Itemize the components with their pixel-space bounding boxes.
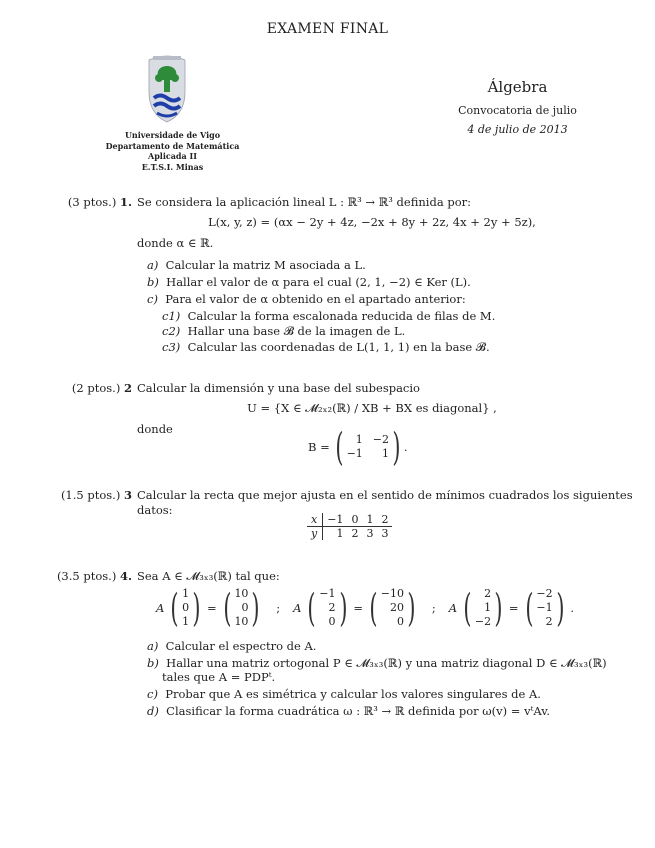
school-name: E.T.S.I. Minas	[141, 161, 204, 172]
paren-left: (	[335, 425, 344, 469]
table-cell: 2	[377, 513, 392, 527]
q2-points: (2 ptos.) 2	[71, 381, 132, 395]
q4-eigen-equations: A ( 1 0 1 ) = ( 10 0 10 ) ; A ( −1 2 0 ) = ( −10 20 0 ) ; A ( 2 1 −2 ) = ( −2 −1 2 ) .	[156, 586, 575, 630]
table-cell: 1	[362, 513, 377, 527]
course-block	[455, 78, 580, 136]
q3-intro-2: datos:	[137, 503, 173, 517]
university-logo	[145, 52, 189, 124]
table-header-y: y	[307, 527, 323, 541]
q3-points: (1.5 ptos.) 3	[60, 488, 132, 502]
q2-formula: U = {X ∈ 𝓜₂ₓ₂(ℝ) / XB + BX es diagonal} ,	[247, 401, 497, 415]
q1-item-a: a) Calcular la matriz M asociada a L.	[147, 258, 366, 272]
q3-data-table	[307, 513, 392, 540]
table-row	[307, 527, 392, 541]
q4-vector-1: ( 1 0 1 )	[170, 586, 201, 630]
q4-item-c: c) Probar que A es simétrica y calcular los valores singulares de A.	[147, 687, 541, 701]
q2-matrix-label: B =	[308, 440, 330, 454]
table-cell: 1	[336, 527, 344, 540]
exam-title: EXAMEN FINAL	[266, 21, 389, 37]
q4-vector-3: ( 2 1 −2 )	[463, 586, 503, 630]
table-cell: 3	[381, 527, 389, 540]
q2-matrix-equation: B = ( 1 −2 −1 1 ) .	[308, 425, 408, 469]
q1-formula: L(x, y, z) = (αx − 2y + 4z, −2x + 8y + 2z, 4x + 2y + 5z),	[208, 215, 536, 229]
q4-result-3: ( −2 −1 2 )	[524, 586, 565, 630]
q1-points: (3 ptos.) 1.	[67, 195, 132, 209]
q4-item-b: b) Hallar una matriz ortogonal P ∈ 𝓜₃ₓ₃(ℝ) y una matriz diagonal D ∈ 𝓜₃ₓ₃(ℝ)	[147, 656, 607, 670]
q4-item-a: a) Calcular el espectro de A.	[147, 639, 317, 653]
q1-intro: Se considera la aplicación lineal L : ℝ³ → ℝ³ definida por:	[137, 195, 471, 209]
table-header-x: x	[307, 513, 323, 527]
subject-name: Álgebra	[487, 78, 548, 96]
table-cell: 2	[351, 527, 359, 540]
q4-intro: Sea A ∈ 𝓜₃ₓ₃(ℝ) tal que:	[137, 569, 280, 583]
convocatoria: Convocatoria de julio	[458, 104, 577, 117]
paren-right: )	[392, 425, 401, 469]
exam-date: 4 de julio de 2013	[467, 123, 568, 136]
q4-result-2: ( −10 20 0 )	[369, 586, 416, 630]
q2-intro: Calcular la dimensión y una base del subespacio	[137, 381, 420, 395]
table-cell: −1	[323, 513, 348, 527]
matrix-cell: −2	[372, 433, 390, 446]
q2-where: donde	[137, 422, 173, 436]
department-name: Departamento de Matemática Aplicada II	[105, 140, 240, 161]
institution-block	[85, 130, 260, 172]
matrix-cell: −1	[346, 447, 363, 460]
q1-item-b: b) Hallar el valor de α para el cual (2, 1, −2) ∈ Ker (L).	[147, 275, 471, 289]
matrix-cell: 1	[355, 433, 363, 446]
table-row	[307, 513, 392, 527]
table-cell: 0	[347, 513, 362, 527]
matrix-cell: 1	[382, 447, 390, 460]
q4-result-1: ( 10 0 10 )	[222, 586, 260, 630]
table-cell: 3	[366, 527, 374, 540]
q4-vector-2: ( −1 2 0 )	[307, 586, 347, 630]
q3-intro-1: Calcular la recta que mejor ajusta en el sentido de mínimos cuadrados los siguientes	[137, 488, 633, 502]
q4-points: (3.5 ptos.) 4.	[56, 569, 132, 583]
q1-subitem-c1: c1) Calcular la forma escalonada reducida de filas de M.	[162, 309, 496, 323]
q4-item-b-cont: tales que A = PDPᵗ.	[162, 670, 276, 684]
q2-matrix-B	[347, 433, 389, 461]
q1-subitem-c3: c3) Calcular las coordenadas de L(1, 1, 1) en la base 𝓑.	[162, 340, 490, 354]
q1-where: donde α ∈ ℝ.	[137, 236, 214, 250]
q1-item-c: c) Para el valor de α obtenido en el apartado anterior:	[147, 292, 466, 306]
university-name: Universidade de Vigo	[124, 130, 221, 140]
q4-item-d: d) Clasificar la forma cuadrática ω : ℝ³ → ℝ definida por ω(v) = vᵗAv.	[147, 704, 551, 718]
q1-subitem-c2: c2) Hallar una base 𝓑 de la imagen de L.	[162, 324, 406, 338]
